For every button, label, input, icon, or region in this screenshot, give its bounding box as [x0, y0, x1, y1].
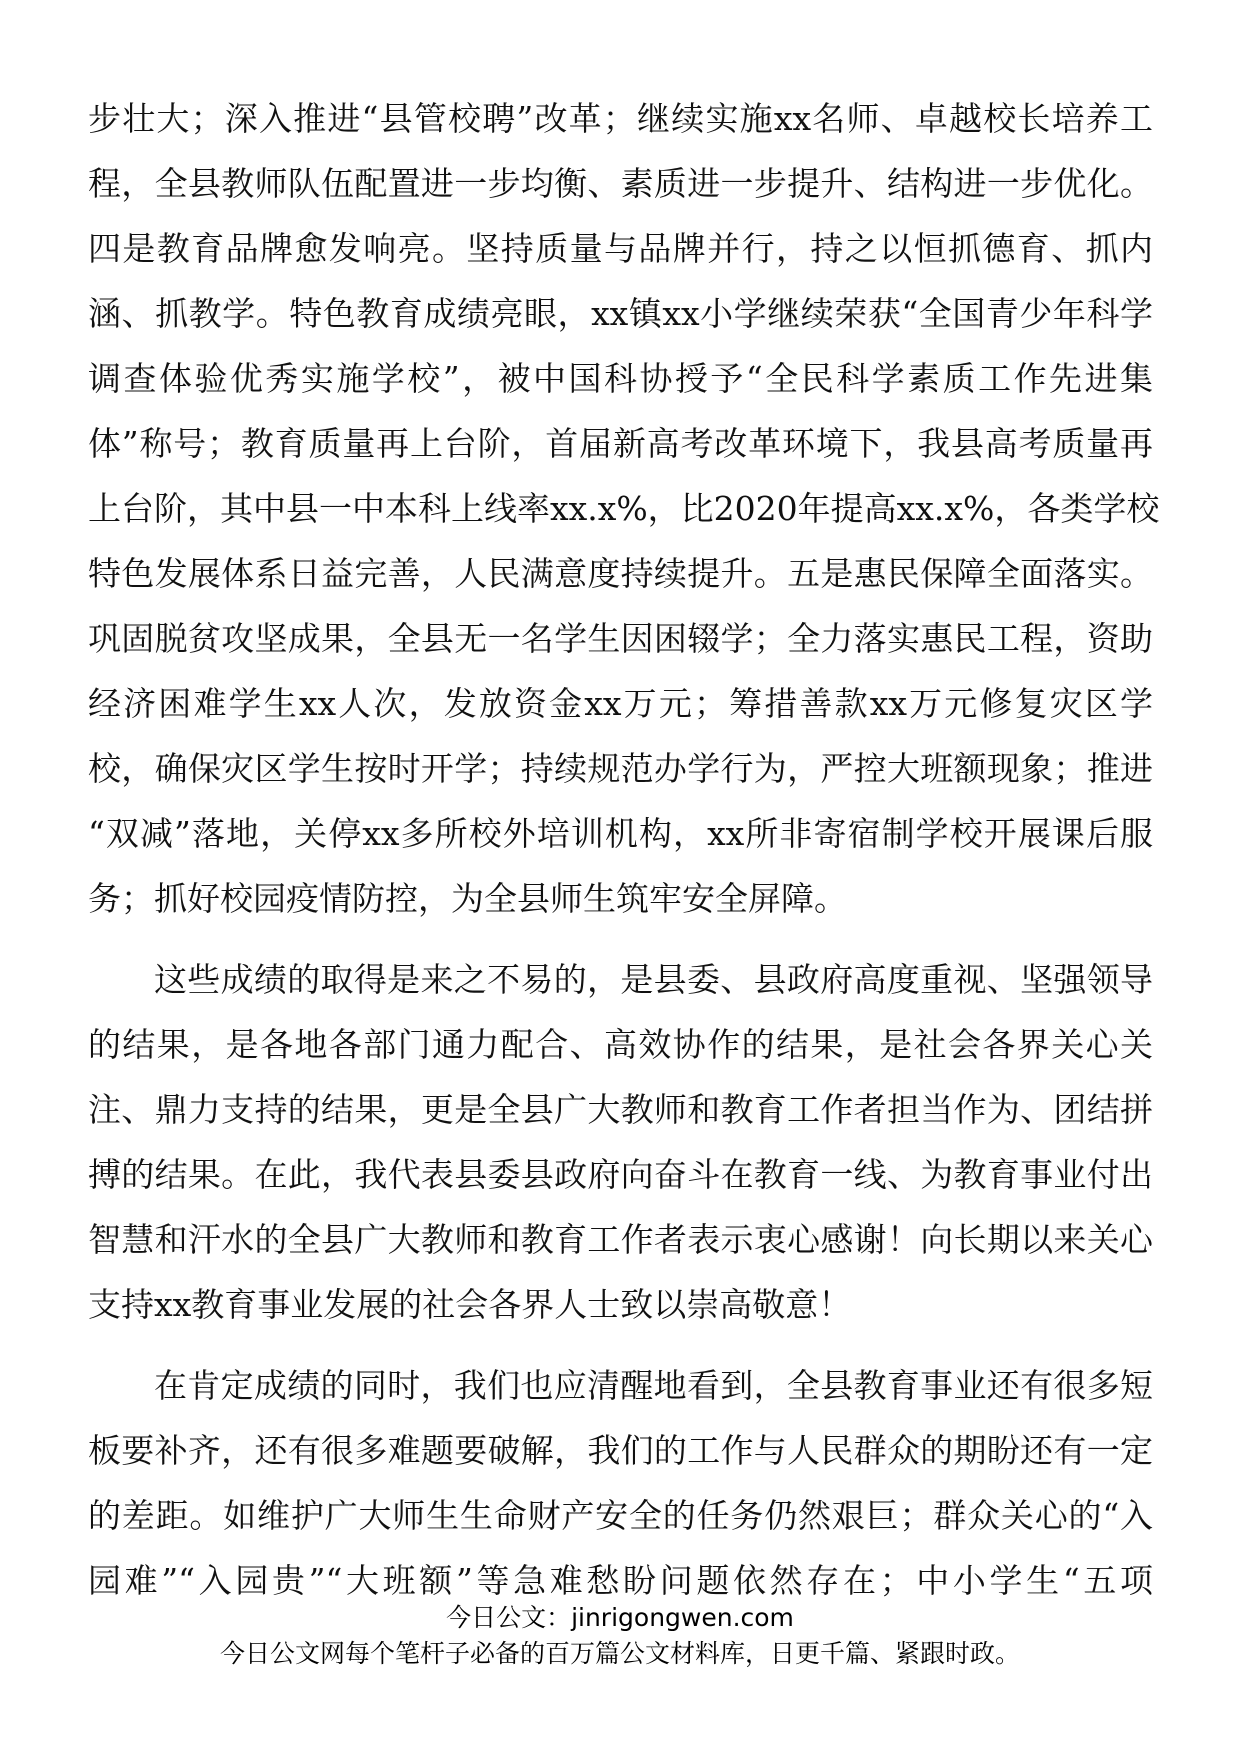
text-line: 经济困难学生xx人次，发放资金xx万元；筹措善款xx万元修复灾区学	[88, 684, 1153, 723]
text-line: “双减”落地，关停xx多所校外培训机构，xx所非寄宿制学校开展课后服	[88, 814, 1153, 853]
text-line: 务；抓好校园疫情防控，为全县师生筑牢安全屏障。	[88, 879, 847, 918]
text-line: 在肯定成绩的同时，我们也应清醒地看到，全县教育事业还有很多短	[154, 1366, 1153, 1405]
page-footer	[0, 1601, 1240, 1671]
text-line: 支持xx教育事业发展的社会各界人士致以崇高敬意！	[88, 1285, 852, 1324]
text-line: 板要补齐，还有很多难题要破解，我们的工作与人民群众的期盼还有一定	[88, 1431, 1153, 1470]
paragraph-3	[88, 1353, 1153, 1613]
text-line: 特色发展体系日益完善，人民满意度持续提升。五是惠民保障全面落实。	[88, 554, 1153, 593]
text-line: 体”称号；教育质量再上台阶，首届新高考改革环境下，我县高考质量再	[88, 424, 1153, 463]
text-line: 这些成绩的取得是来之不易的，是县委、县政府高度重视、坚强领导	[154, 960, 1153, 999]
text-line: 园难”“入园贵”“大班额”等急难愁盼问题依然存在；中小学生“五项	[88, 1561, 1153, 1600]
text-line: 的结果，是各地各部门通力配合、高效协作的结果，是社会各界关心关	[88, 1025, 1153, 1064]
text-line: 智慧和汗水的全县广大教师和教育工作者表示衷心感谢！向长期以来关心	[88, 1220, 1153, 1259]
text-line: 注、鼎力支持的结果，更是全县广大教师和教育工作者担当作为、团结拼	[88, 1090, 1153, 1129]
text-line: 巩固脱贫攻坚成果，全县无一名学生因困辍学；全力落实惠民工程，资助	[88, 619, 1153, 658]
paragraph-1	[88, 86, 1160, 931]
text-line: 搏的结果。在此，我代表县委县政府向奋斗在教育一线、为教育事业付出	[88, 1155, 1153, 1194]
paragraph-2	[88, 947, 1153, 1337]
text-line: 程，全县教师队伍配置进一步均衡、素质进一步提升、结构进一步优化。	[88, 164, 1153, 203]
text-line: 校，确保灾区学生按时开学；持续规范办学行为，严控大班额现象；推进	[88, 749, 1153, 788]
text-line: 的差距。如维护广大师生生命财产安全的任务仍然艰巨；群众关心的“入	[88, 1496, 1153, 1535]
text-line: 上台阶，其中县一中本科上线率xx.x%，比2020年提高xx.x%，各类学校	[88, 489, 1160, 528]
text-line: 调查体验优秀实施学校”，被中国科协授予“全民科学素质工作先进集	[88, 359, 1153, 398]
text-line: 步壮大；深入推进“县管校聘”改革；继续实施xx名师、卓越校长培养工	[88, 99, 1153, 138]
footer-site-link[interactable]: 今日公文：jinrigongwen.com	[446, 1603, 794, 1632]
text-line: 涵、抓教学。特色教育成绩亮眼，xx镇xx小学继续荣获“全国青少年科学	[88, 294, 1153, 333]
text-line: 四是教育品牌愈发响亮。坚持质量与品牌并行，持之以恒抓德育、抓内	[88, 229, 1153, 268]
footer-slogan: 今日公文网每个笔杆子必备的百万篇公文材料库，日更千篇、紧跟时政。	[219, 1639, 1020, 1668]
body-text	[88, 86, 1160, 1629]
